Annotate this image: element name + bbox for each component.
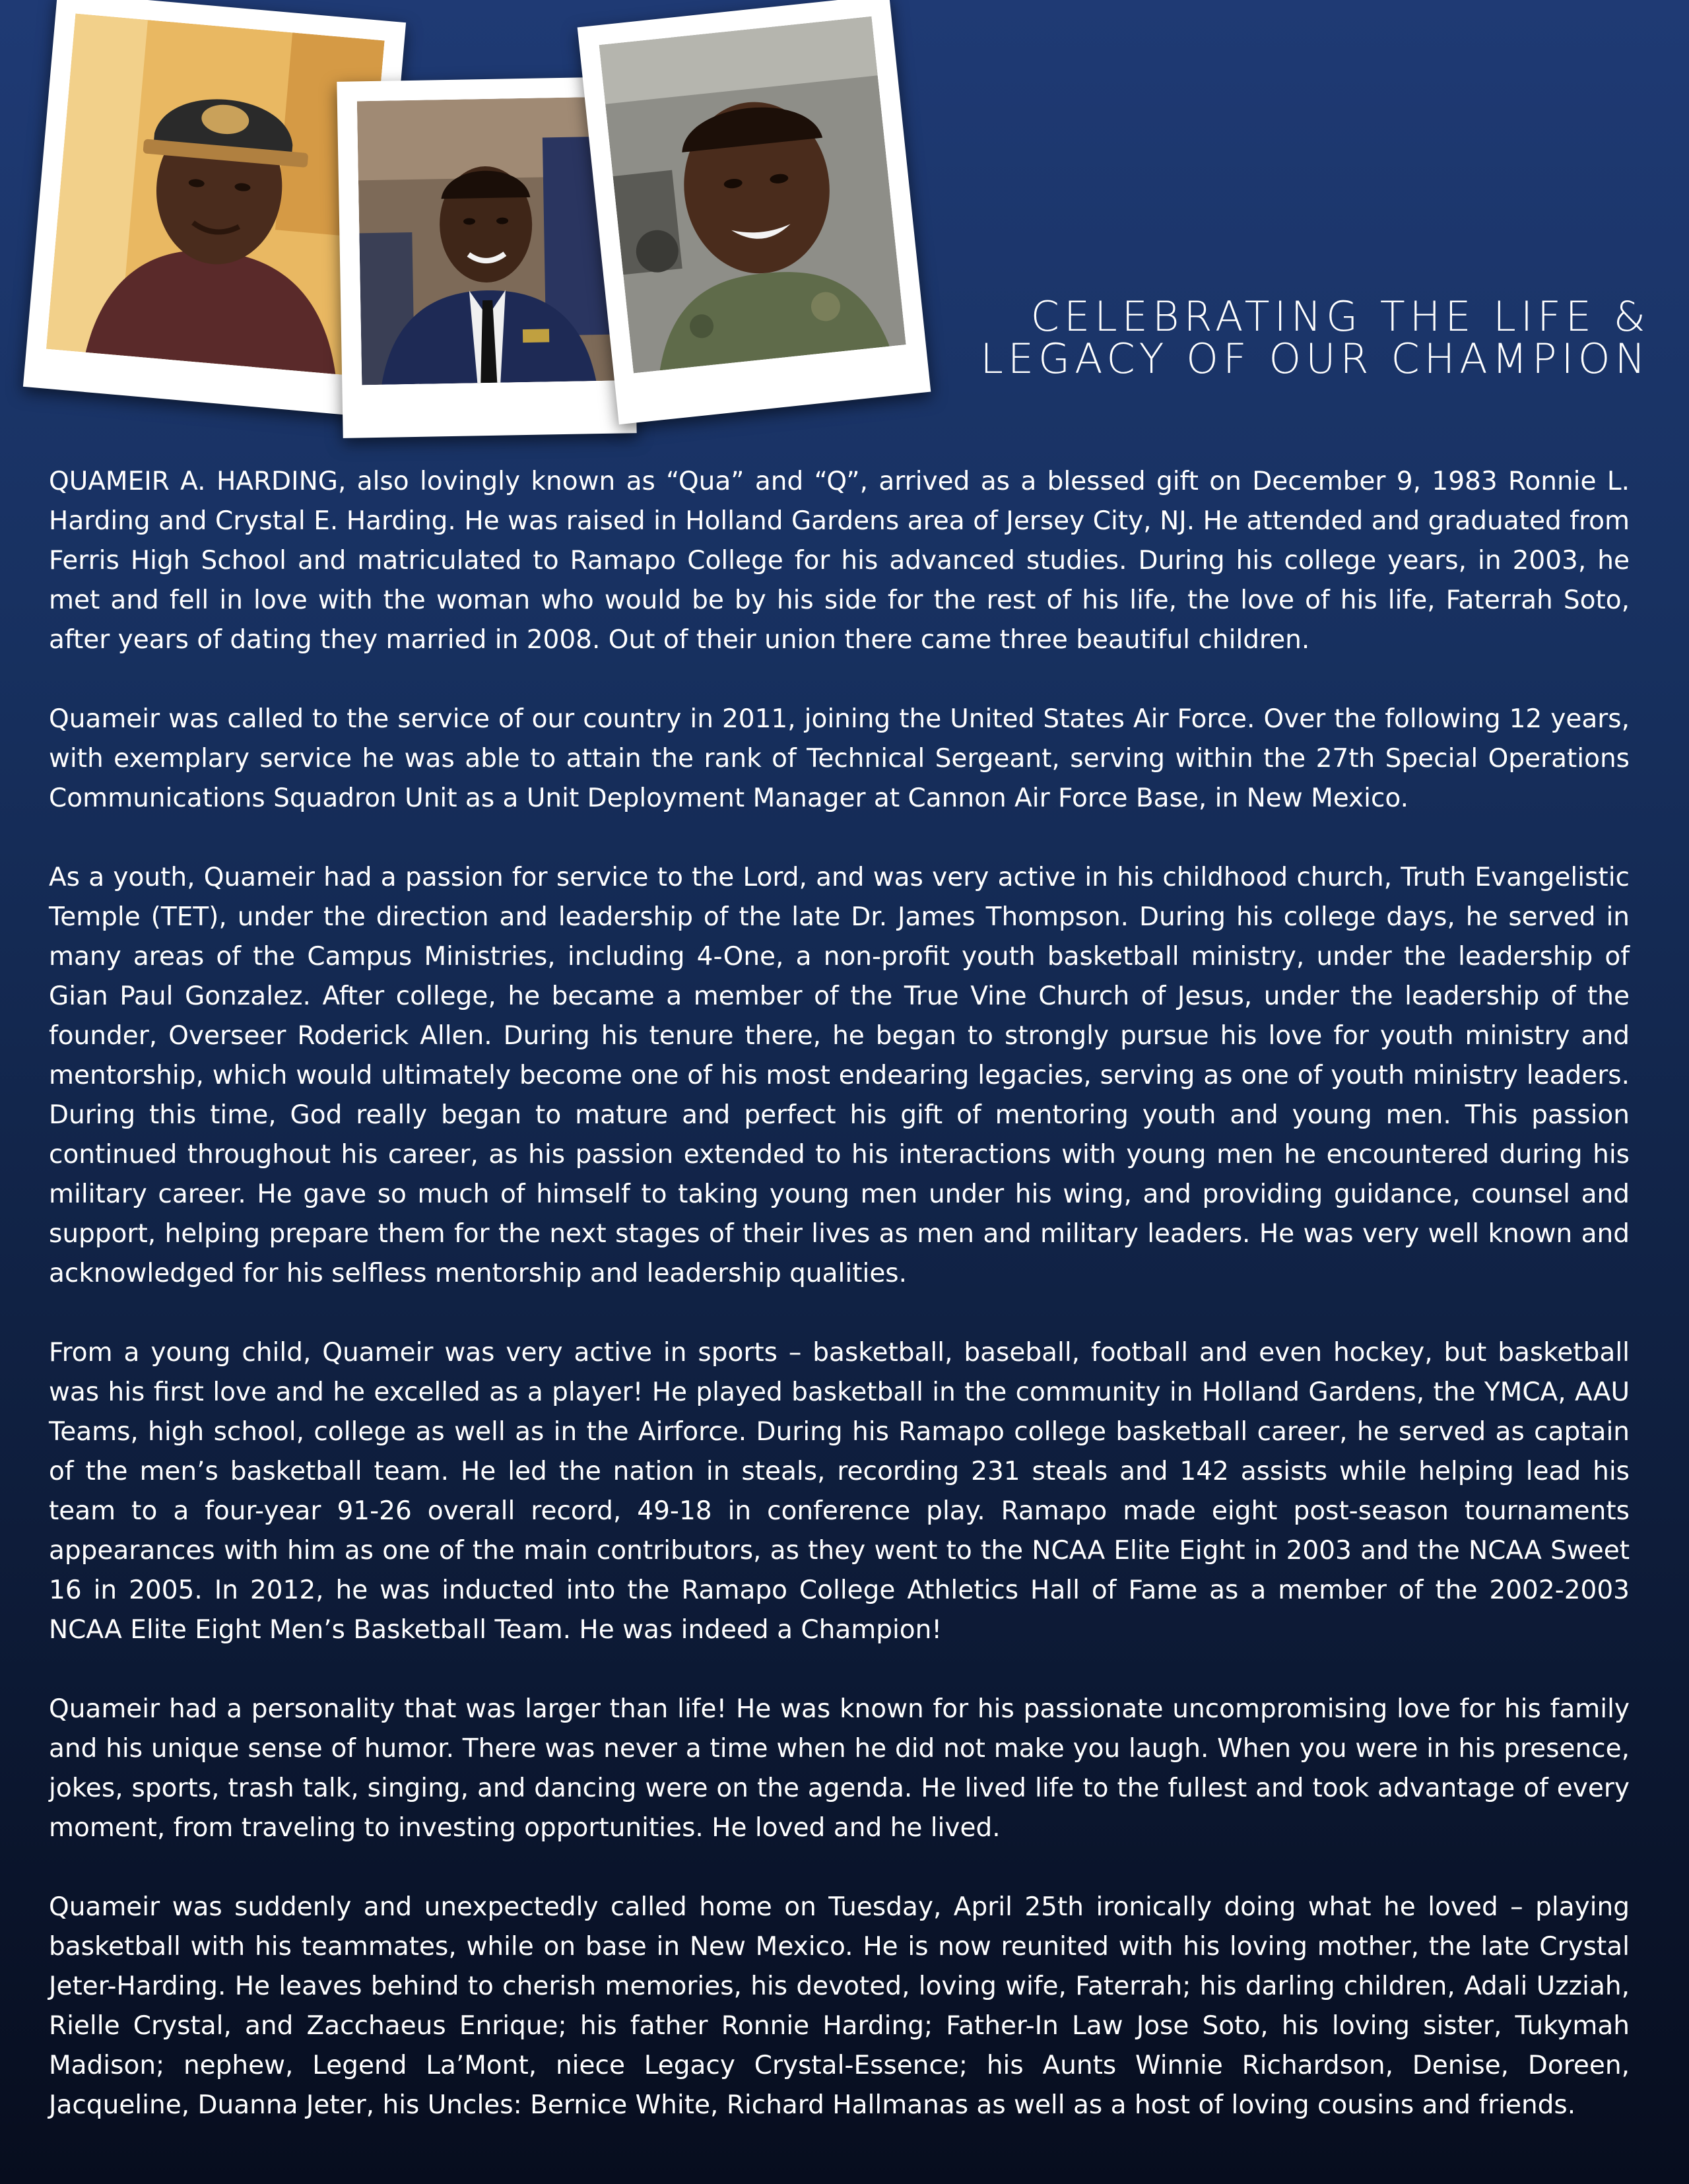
man-in-air-force-uniform-photo [357,97,616,385]
man-in-camouflage-photo [599,17,906,374]
title-line-1: CELEBRATING THE LIFE & [1030,292,1650,341]
paragraph-survivors: Quameir was suddenly and unexpectedly called home on Tuesday, April 25th ironically doing what he loved – playing basketball with his teammates, while on base in New Mexico. He is now reunited with his loving mother, the late Crystal Jeter-Harding. He leaves behind to cherish memories, his devoted, loving wife, Faterrah; his darling children, Adali Uzziah, Rielle Crystal, and Zacchaeus Enrique; his father Ronnie Harding; Father-In Law Jose Soto, his loving sister, Tukymah Madison; nephew, Legend La’Mont, niece Legacy Crystal-Essence; his Aunts Winnie Richardson, Denise, Doreen, Jacqueline, Duanna Jeter, his Uncles: Bernice White, Richard Hallmanas as well as a host of loving cousins and friends. [49,1892,1630,2120]
man-in-cap-photo [46,14,385,376]
paragraph-military-service: Quameir was called to the service of our country in 2011, joining the United States Air Force. Over the following 12 years, with exemplary service he was able to attain the rank of Technical Sergeant, serving within the 27th Special Operations Communications Squadron Unit as a Unit Deployment Manager at Cannon Air Force Base, in New Mexico. [49,704,1630,813]
paragraph-personality: Quameir had a personality that was larger than life! He was known for his passionate uncompromising love for his family and his unique sense of humor. There was never a time when he did not make you laugh. When you were in his presence, jokes, sports, trash talk, singing, and dancing were on the agenda. He lived life to the fullest and took advantage of every moment, from traveling to investing opportunities. He loved and he lived. [49,1694,1630,1843]
obituary-text [49,462,1630,2165]
title-line-2: LEGACY OF OUR CHAMPION [980,335,1650,383]
paragraph-faith-and-mentorship: As a youth, Quameir had a passion for service to the Lord, and was very active in his childhood church, Truth Evangelistic Temple (TET), under the direction and leadership of the late Dr. James Thompson. During his college days, he served in many areas of the Campus Ministries, including 4-One, a non-profit youth basketball ministry, under the leadership of Gian Paul Gonzalez. After college, he became a member of the True Vine Church of Jesus, under the leadership of the founder, Overseer Roderick Allen. During his tenure there, he began to strongly pursue his love for youth ministry and mentorship, which would ultimately become one of his most endearing legacies, serving as one of youth ministry leaders. During this time, God really began to mature and perfect his gift of mentoring youth and young men. This passion continued throughout his career, as his passion extended to his interactions with young men he encountered during his military career. He gave so much of himself to taking young men under his wing, and providing guidance, counsel and support, helping prepare them for the next stages of their lives as men and military leaders. He was very well known and acknowledged for his selfless mentorship and leadership qualities. [49,863,1630,1288]
polaroid-photo-3 [578,0,931,424]
page-title [964,292,1650,383]
paragraph-birth-and-family: QUAMEIR A. HARDING, also lovingly known as “Qua” and “Q”, arrived as a blessed gift on December 9, 1983 Ronnie L. Harding and Crystal E. Harding. He was raised in Holland Gardens area of Jersey City, NJ. He attended and graduated from Ferris High School and matriculated to Ramapo College for his advanced studies. During his college years, in 2003, he met and fell in love with the woman who would be by his side for the rest of his life, the love of his life, Faterrah Soto, after years of dating they married in 2008. Out of their union there came three beautiful children. [49,467,1630,655]
paragraph-sports: From a young child, Quameir was very active in sports – basketball, baseball, football and even hockey, but basketball was his first love and he excelled as a player! He played basketball in the community in Holland Gardens, the YMCA, AAU Teams, high school, college as well as in the Airforce. During his Ramapo college basketball career, he served as captain of the men’s basketball team. He led the nation in steals, recording 231 steals and 142 assists while helping lead his team to a four-year 91-26 overall record, 49-18 in conference play. Ramapo made eight post-season tournaments appearances with him as one of the main contributors, as they went to the NCAA Elite Eight in 2003 and the NCAA Sweet 16 in 2005. In 2012, he was inducted into the Ramapo College Athletics Hall of Fame as a member of the 2002-2003 NCAA Elite Eight Men’s Basketball Team. He was indeed a Champion! [49,1338,1630,1645]
